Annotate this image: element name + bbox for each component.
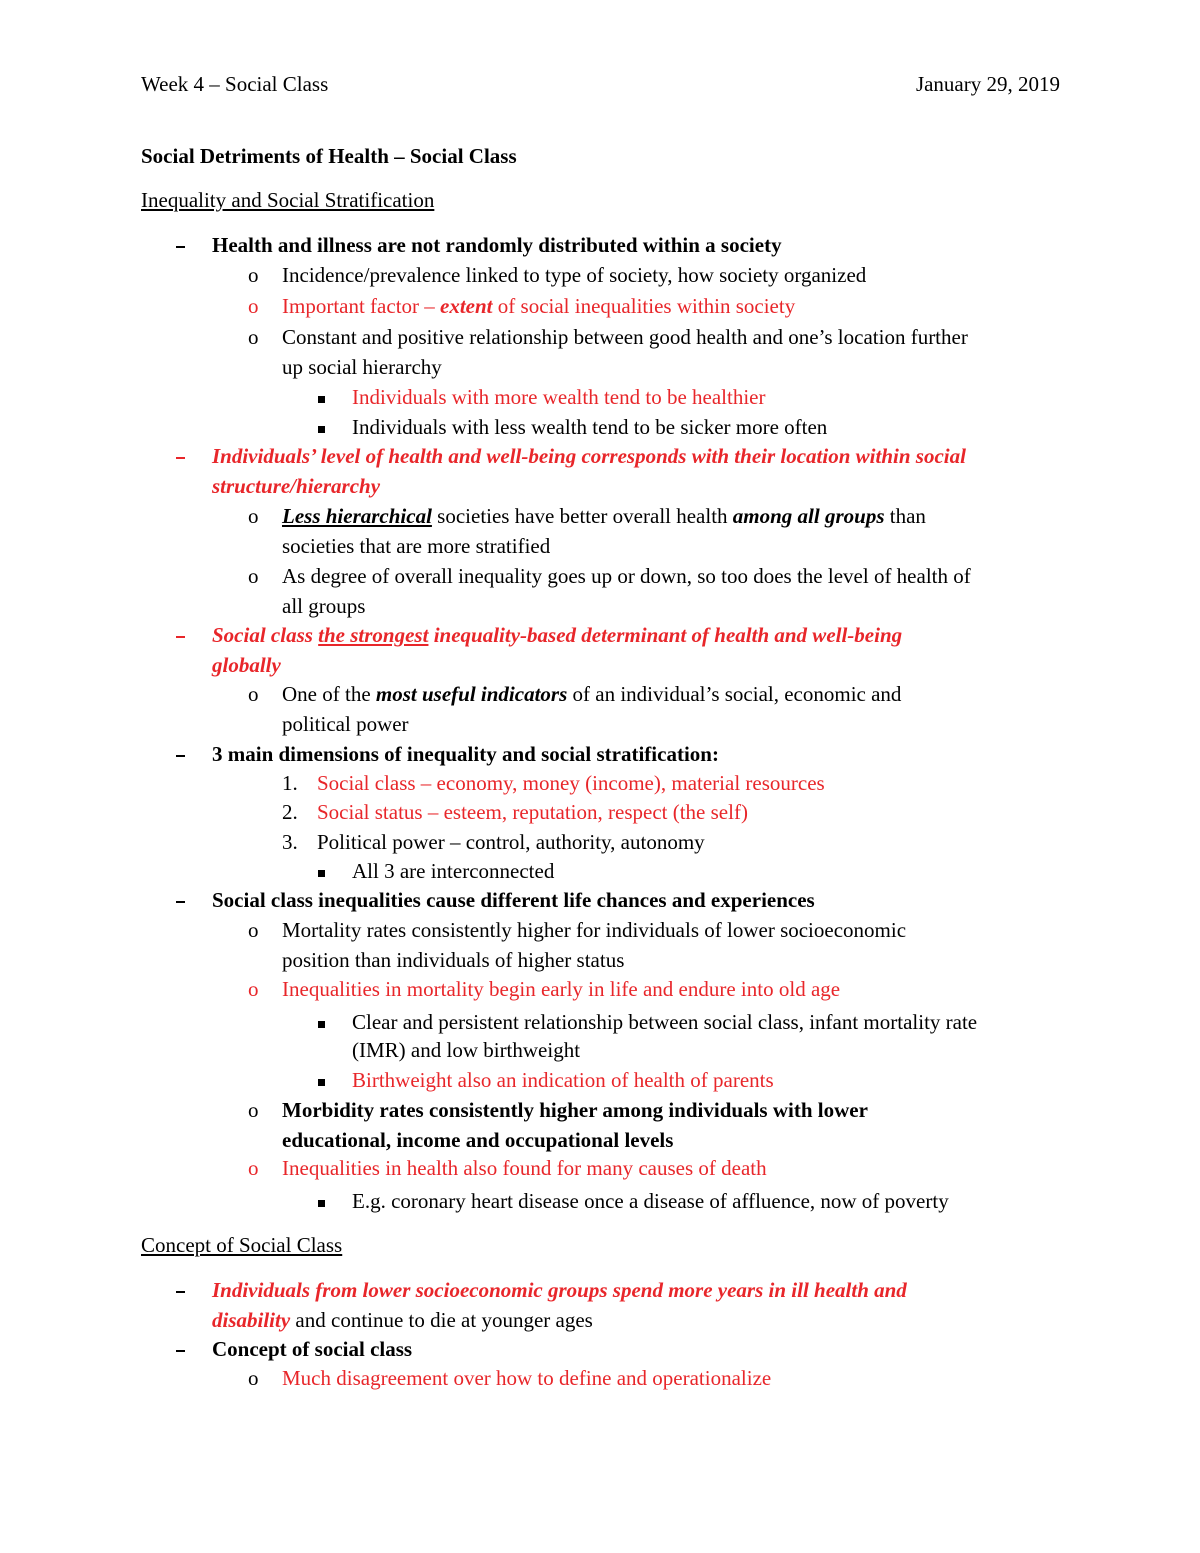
square-bullet	[318, 1008, 325, 1036]
list-item: E.g. coronary heart disease once a disease of affluence, now of poverty	[352, 1189, 949, 1213]
list-item: One of the most useful indicators of an individual’s social, economic and	[282, 682, 902, 706]
circle-bullet: o	[248, 294, 259, 318]
dash-bullet	[176, 231, 185, 259]
list-item: Clear and persistent relationship between social class, infant mortality rate	[352, 1010, 978, 1034]
list-item: Social status – esteem, reputation, respect (the self)	[317, 800, 748, 824]
list-item: Individuals’ level of health and well-being corresponds with their location within social	[212, 444, 966, 468]
dash-bullet	[176, 740, 185, 768]
list-item-continuation: globally	[212, 653, 281, 677]
list-item: Social class the strongest inequality-based determinant of health and well-being	[212, 623, 903, 647]
circle-bullet: o	[248, 918, 259, 942]
section-heading: Concept of Social Class	[141, 1233, 343, 1257]
number-marker: 1.	[282, 771, 298, 795]
square-bullet	[318, 413, 325, 441]
list-item: Inequalities in health also found for many causes of death	[282, 1156, 767, 1180]
list-item: As degree of overall inequality goes up or down, so too does the level of health of	[282, 564, 971, 588]
list-item-continuation: all groups	[282, 594, 366, 618]
list-item: Social class inequalities cause different life chances and experiences	[212, 888, 815, 912]
list-item: Social class – economy, money (income), material resources	[317, 771, 825, 795]
list-item-continuation: structure/hierarchy	[212, 474, 381, 498]
list-item-continuation: up social hierarchy	[282, 355, 442, 379]
list-item: Individuals from lower socioeconomic groups spend more years in ill health and	[212, 1278, 907, 1302]
circle-bullet: o	[248, 504, 259, 528]
circle-bullet: o	[248, 977, 259, 1001]
list-item: Inequalities in mortality begin early in life and endure into old age	[282, 977, 841, 1001]
header-left: Week 4 – Social Class	[141, 72, 329, 96]
circle-bullet: o	[248, 564, 259, 588]
list-item: Constant and positive relationship between good health and one’s location further	[282, 325, 968, 349]
square-bullet	[318, 857, 325, 885]
square-bullet	[318, 1066, 325, 1094]
list-item: Concept of social class	[212, 1337, 413, 1361]
circle-bullet: o	[248, 325, 259, 349]
list-item: Mortality rates consistently higher for individuals of lower socioeconomic	[282, 918, 907, 942]
header-date: January 29, 2019	[915, 72, 1060, 96]
list-item: Birthweight also an indication of health of parents	[352, 1068, 774, 1092]
list-item-continuation: educational, income and occupational levels	[282, 1128, 674, 1152]
document-title: Social Detriments of Health – Social Class	[141, 144, 517, 168]
circle-bullet: o	[248, 682, 259, 706]
circle-bullet: o	[248, 1156, 259, 1180]
number-marker: 2.	[282, 800, 298, 824]
list-item: Incidence/prevalence linked to type of society, how society organized	[282, 263, 867, 287]
list-item: Morbidity rates consistently higher among individuals with lower	[282, 1098, 868, 1122]
dash-bullet	[176, 1276, 185, 1304]
list-item: All 3 are interconnected	[352, 859, 555, 883]
dash-bullet	[176, 1335, 185, 1363]
list-item-continuation: political power	[282, 712, 409, 736]
list-item: Health and illness are not randomly distributed within a society	[212, 233, 782, 257]
list-item: 3 main dimensions of inequality and social stratification:	[212, 742, 719, 766]
list-item: Less hierarchical societies have better overall health among all groups than	[282, 504, 926, 528]
number-marker: 3.	[282, 830, 298, 854]
list-item: Individuals with less wealth tend to be sicker more often	[352, 415, 828, 439]
circle-bullet: o	[248, 1098, 259, 1122]
list-item: Important factor – extent of social inequalities within society	[282, 294, 796, 318]
list-item-continuation: position than individuals of higher status	[282, 948, 625, 972]
dash-bullet	[176, 886, 185, 914]
section-heading: Inequality and Social Stratification	[141, 188, 435, 212]
square-bullet	[318, 1187, 325, 1215]
list-item: Much disagreement over how to define and operationalize	[282, 1366, 772, 1390]
list-item: Political power – control, authority, autonomy	[317, 830, 705, 854]
list-item-continuation: societies that are more stratified	[282, 534, 551, 558]
circle-bullet: o	[248, 263, 259, 287]
list-item-continuation: disability and continue to die at younger ages	[212, 1308, 593, 1332]
list-item: Individuals with more wealth tend to be healthier	[352, 385, 766, 409]
dash-bullet	[176, 621, 185, 649]
square-bullet	[318, 383, 325, 411]
circle-bullet: o	[248, 1366, 259, 1390]
dash-bullet	[176, 442, 185, 470]
list-item-continuation: (IMR) and low birthweight	[352, 1038, 581, 1062]
